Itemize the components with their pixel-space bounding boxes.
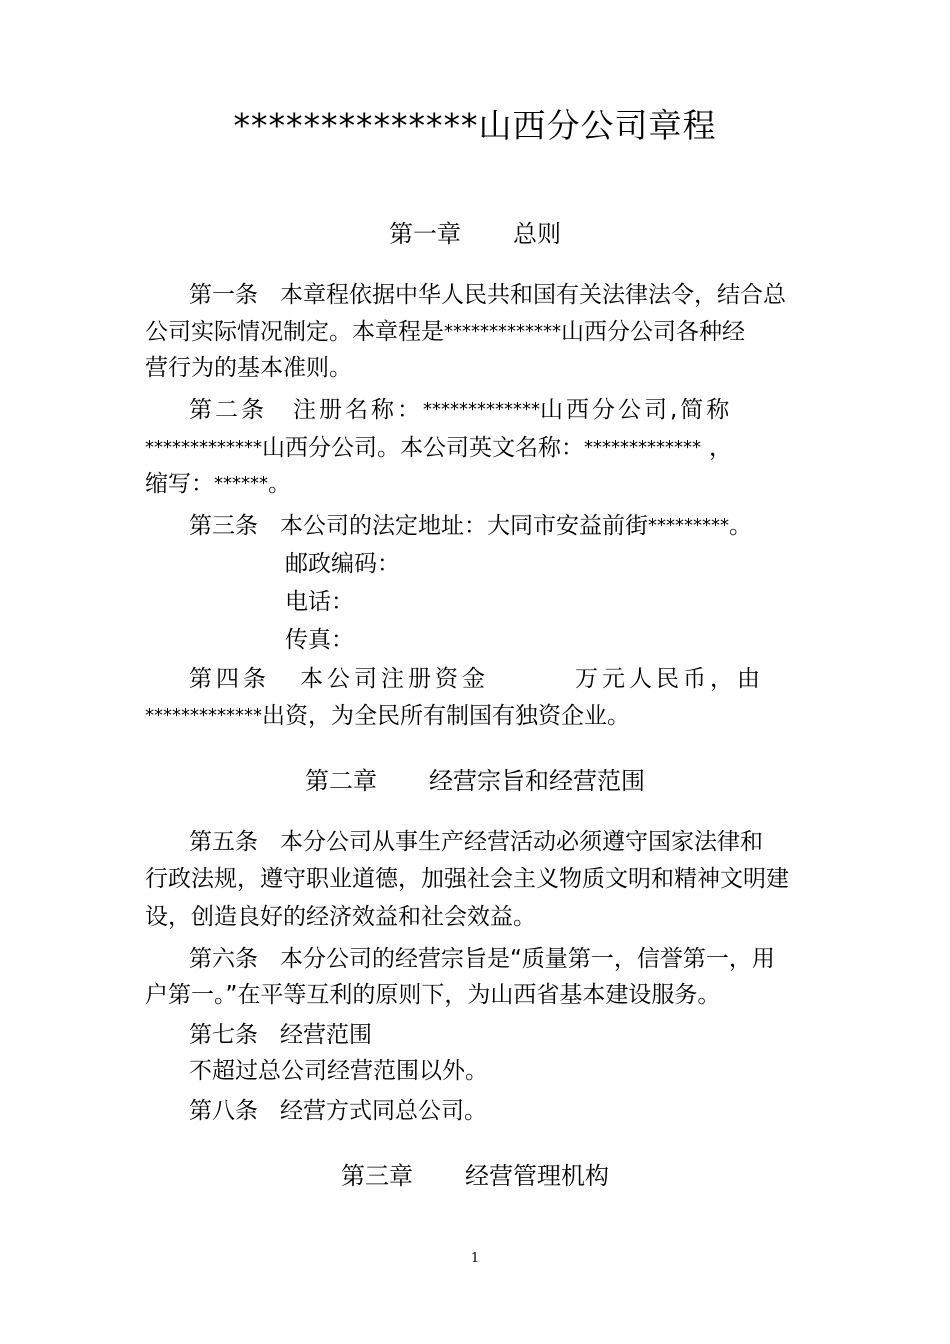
fax-line: 传真：	[285, 627, 354, 653]
chapter-name: 经营管理机构	[465, 1162, 609, 1190]
chapter-name: 经营宗旨和经营范围	[429, 767, 645, 795]
article-label: 第八条	[189, 1098, 258, 1124]
chapter-2-heading	[0, 761, 950, 796]
article-3-line-1	[189, 507, 752, 545]
chapter-number: 第二章	[305, 767, 377, 795]
article-1-line-3	[145, 349, 352, 387]
chapter-number: 第三章	[341, 1162, 413, 1190]
article-label: 第四条	[189, 666, 270, 692]
article-text: 出资，为全民所有制国有独资企业。	[262, 703, 630, 729]
article-text: 本分公司从事生产经营活动必须遵守国家法律和	[280, 829, 763, 855]
article-text: 万元人民币，由	[575, 666, 764, 692]
redacted-text: *************	[145, 437, 262, 458]
redacted-text: ******	[214, 473, 268, 494]
article-label: 第二条	[189, 397, 267, 423]
article-8-line-1	[189, 1092, 487, 1130]
article-text: 山西分公司,简称	[540, 397, 733, 423]
article-label: 第五条	[189, 829, 258, 855]
redacted-text: *************	[145, 705, 262, 726]
phone-line: 电话：	[285, 589, 354, 615]
article-7-line-1	[189, 1016, 372, 1054]
article-text: 山西分公司各种经	[561, 319, 745, 345]
article-text: 本章程依据中华人民共和国有关法律法令，结合总	[280, 282, 786, 308]
article-label: 第六条	[189, 946, 258, 972]
chapter-number: 第一章	[389, 220, 461, 248]
article-text: 经营方式同总公司。	[280, 1098, 487, 1124]
article-label: 第一条	[189, 282, 258, 308]
redacted-text: *************	[584, 437, 701, 458]
article-text: 营行为的基本准则。	[145, 355, 352, 381]
article-1-line-2	[145, 313, 745, 351]
article-label: 第三条	[189, 513, 258, 539]
article-label: 第七条	[189, 1022, 258, 1048]
article-text: ，	[709, 435, 732, 461]
article-7-line-2: 不超过总公司经营范围以外。	[189, 1058, 488, 1084]
postcode-line: 邮政编码：	[285, 551, 400, 577]
article-text: 经营范围	[280, 1022, 372, 1048]
article-5-line-1	[189, 823, 763, 861]
article-text: 。	[268, 471, 291, 497]
article-5-line-2: 行政法规，遵守职业道德，加强社会主义物质文明和精神文明建	[145, 866, 789, 892]
article-text: 注册名称：	[293, 397, 423, 423]
article-4-line-2	[145, 697, 630, 735]
article-text: 山西分公司。本公司英文名称：	[262, 435, 584, 461]
redacted-text: *************	[423, 399, 540, 420]
article-2-line-2	[145, 429, 732, 467]
article-2-line-1	[189, 391, 805, 429]
article-text: 。	[729, 513, 752, 539]
article-text: 缩写：	[145, 471, 214, 497]
article-text: 本公司的法定地址：大同市安益前街	[280, 513, 648, 539]
article-text: 公司实际情况制定。本章程是	[145, 319, 444, 345]
article-5-line-3: 设，创造良好的经济效益和社会效益。	[145, 904, 536, 930]
chapter-3-heading	[0, 1156, 950, 1191]
article-2-line-3	[145, 465, 291, 503]
article-text: 本分公司的经营宗旨是“质量第一，信誉第一，用	[280, 946, 775, 972]
chapter-name: 总则	[513, 220, 561, 248]
article-1-line-1	[189, 276, 786, 314]
article-4-line-1	[189, 660, 764, 698]
article-text: 本公司注册资金	[300, 666, 489, 692]
redacted-text: *************	[444, 321, 561, 342]
article-6-line-2: 户第一。”在平等互利的原则下，为山西省基本建设服务。	[145, 982, 721, 1008]
document-title: **************山西分公司章程	[233, 106, 717, 145]
redacted-text: *********	[648, 515, 729, 536]
article-6-line-1	[189, 940, 775, 978]
chapter-1-heading	[0, 214, 950, 249]
page-number: 1	[470, 1251, 480, 1266]
